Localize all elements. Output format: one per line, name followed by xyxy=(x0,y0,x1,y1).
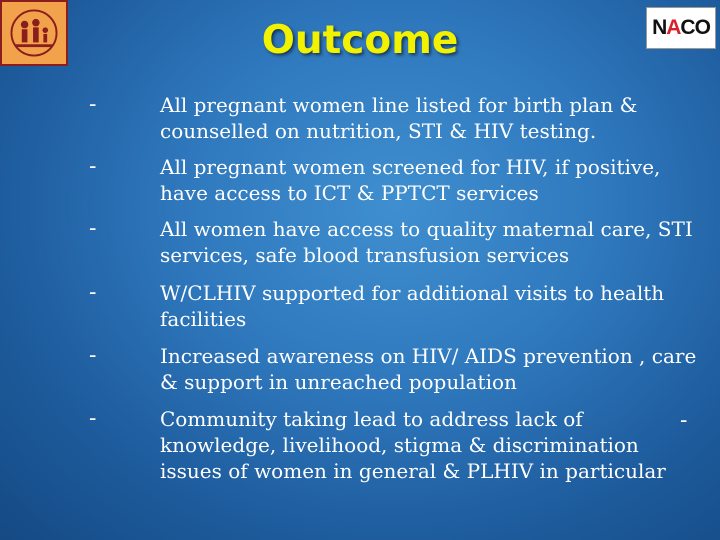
list-item: Community taking lead to address lack of knowledge, livelihood, stigma & discrimination issues of women in general & PLHIV in particular xyxy=(160,407,666,483)
list-item: Increased awareness on HIV/ AIDS prevention , care & support in unreached population xyxy=(160,344,697,394)
bullet-marker: - xyxy=(89,406,97,431)
naco-logo-prefix: N xyxy=(652,16,667,39)
list-item: All pregnant women screened for HIV, if positive, have access to ICT & PPTCT services xyxy=(160,155,661,205)
list-item: All women have access to quality maternal care, STI services, safe blood transfusion services xyxy=(160,217,693,267)
bullet-marker: - xyxy=(89,280,97,305)
bullet-marker: - xyxy=(89,343,97,368)
red-ribbon-icon: A xyxy=(666,16,681,39)
bullet-marker: - xyxy=(89,92,97,117)
list-item: All pregnant women line listed for birth plan & counselled on nutrition, STI & HIV testing. xyxy=(160,93,638,143)
bullet-marker: - xyxy=(89,154,97,179)
bullet-marker: - xyxy=(89,216,97,241)
slide-title: Outcome xyxy=(261,18,459,63)
trailing-marker: - xyxy=(680,408,688,433)
naco-logo-suffix: CO xyxy=(680,16,710,39)
list-item: W/CLHIV supported for additional visits to health facilities xyxy=(160,281,665,331)
